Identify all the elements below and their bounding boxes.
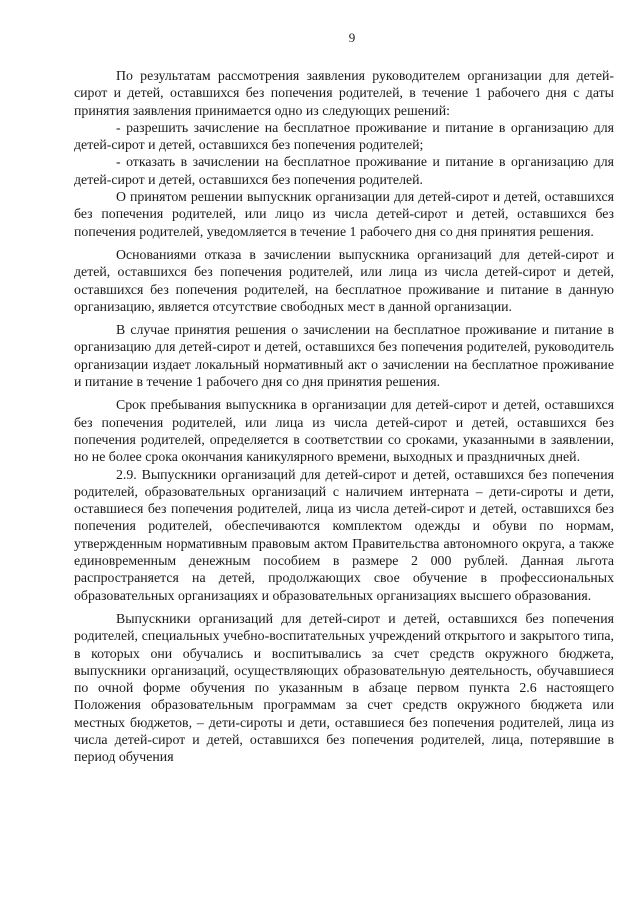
paragraph-option-allow: - разрешить зачисление на бесплатное проживание и питание в организацию для детей-сирот и детей, оставшихся без попечения родителей; — [74, 119, 614, 153]
paragraph-graduates: Выпускники организаций для детей-сирот и детей, оставшихся без попечения родителей, специальных учебно-воспитательных учреждений открытого и закрытого типа, в которых они обучались и воспитывались за счет средств окружного бюджета, выпускники организаций, осуществляющих образовательную деятельность, обучавшиеся по очной форме обучения по указанным в абзаце первом пункта 2.6 настоящего Положения образовательным программам за счет средств окружного бюджета или местных бюджетов, – дети-сироты и дети, оставшиеся без попечения родителей, лица из числа детей-сирот и детей, оставшихся без попечения родителей, лица, потерявшие в период обучения — [74, 610, 614, 765]
paragraph-notification: О принятом решении выпускник организации для детей-сирот и детей, оставшихся без попечения родителей, или лицо из числа детей-сирот и детей, оставшихся без попечения родителей, уведомляется в течение 1 рабочего дня со дня принятия решения. — [74, 189, 614, 239]
paragraph-enrollment-act: В случае принятия решения о зачислении на бесплатное проживание и питание в организацию для детей-сирот и детей, оставшихся без попечения родителей, руководитель организации издает локальный нормативный акт о зачислении на бесплатное проживание и питание в течение 1 рабочего дня со дня принятия решения. — [74, 322, 614, 390]
paragraph-decision-options: По результатам рассмотрения заявления руководителем организации для детей-сирот и детей, оставшихся без попечения родителей, в течение 1 рабочего дня с даты принятия заявления принимается одно из следующих решений: — [74, 68, 614, 118]
paragraph-option-refuse: - отказать в зачислении на бесплатное проживание и питание в организацию для детей-сирот и детей, оставшихся без попечения родителей. — [74, 154, 614, 187]
paragraph-section-2-9: 2.9. Выпускники организаций для детей-сирот и детей, оставшихся без попечения родителей, образовательных организаций с наличием интерната – дети-сироты и дети, оставшиеся без попечения родителей, лица из числа детей-сирот и детей, оставшихся без попечения родителей, обеспечиваются комплектом одежды и обуви по нормам, утвержденным нормативным правовым актом Правительства автономного округа, а также единовременным денежным пособием в размере 2 000 рублей. Данная льгота распространяется на детей, продолжающих свое обучение в профессиональных образовательных организациях и образовательных организациях высшего образования. — [74, 466, 614, 603]
paragraph-stay-duration: Срок пребывания выпускника в организации для детей-сирот и детей, оставшихся без попечения родителей, или лица из числа детей-сирот и детей, оставшихся без попечения родителей, определяется в соответствии со сроками, указанными в заявлении, но не более срока окончания каникулярного времени, выходных и праздничных дней. — [74, 397, 614, 465]
page-number: 9 — [348, 30, 356, 45]
paragraph-refusal-grounds: Основаниями отказа в зачислении выпускника организаций для детей-сирот и детей, оставшихся без попечения родителей, или лица из числа детей-сирот и детей, оставшихся без попечения родителей, на бесплатное проживание и питание в данную организацию, является отсутствие свободных мест в данной организации. — [74, 246, 614, 314]
